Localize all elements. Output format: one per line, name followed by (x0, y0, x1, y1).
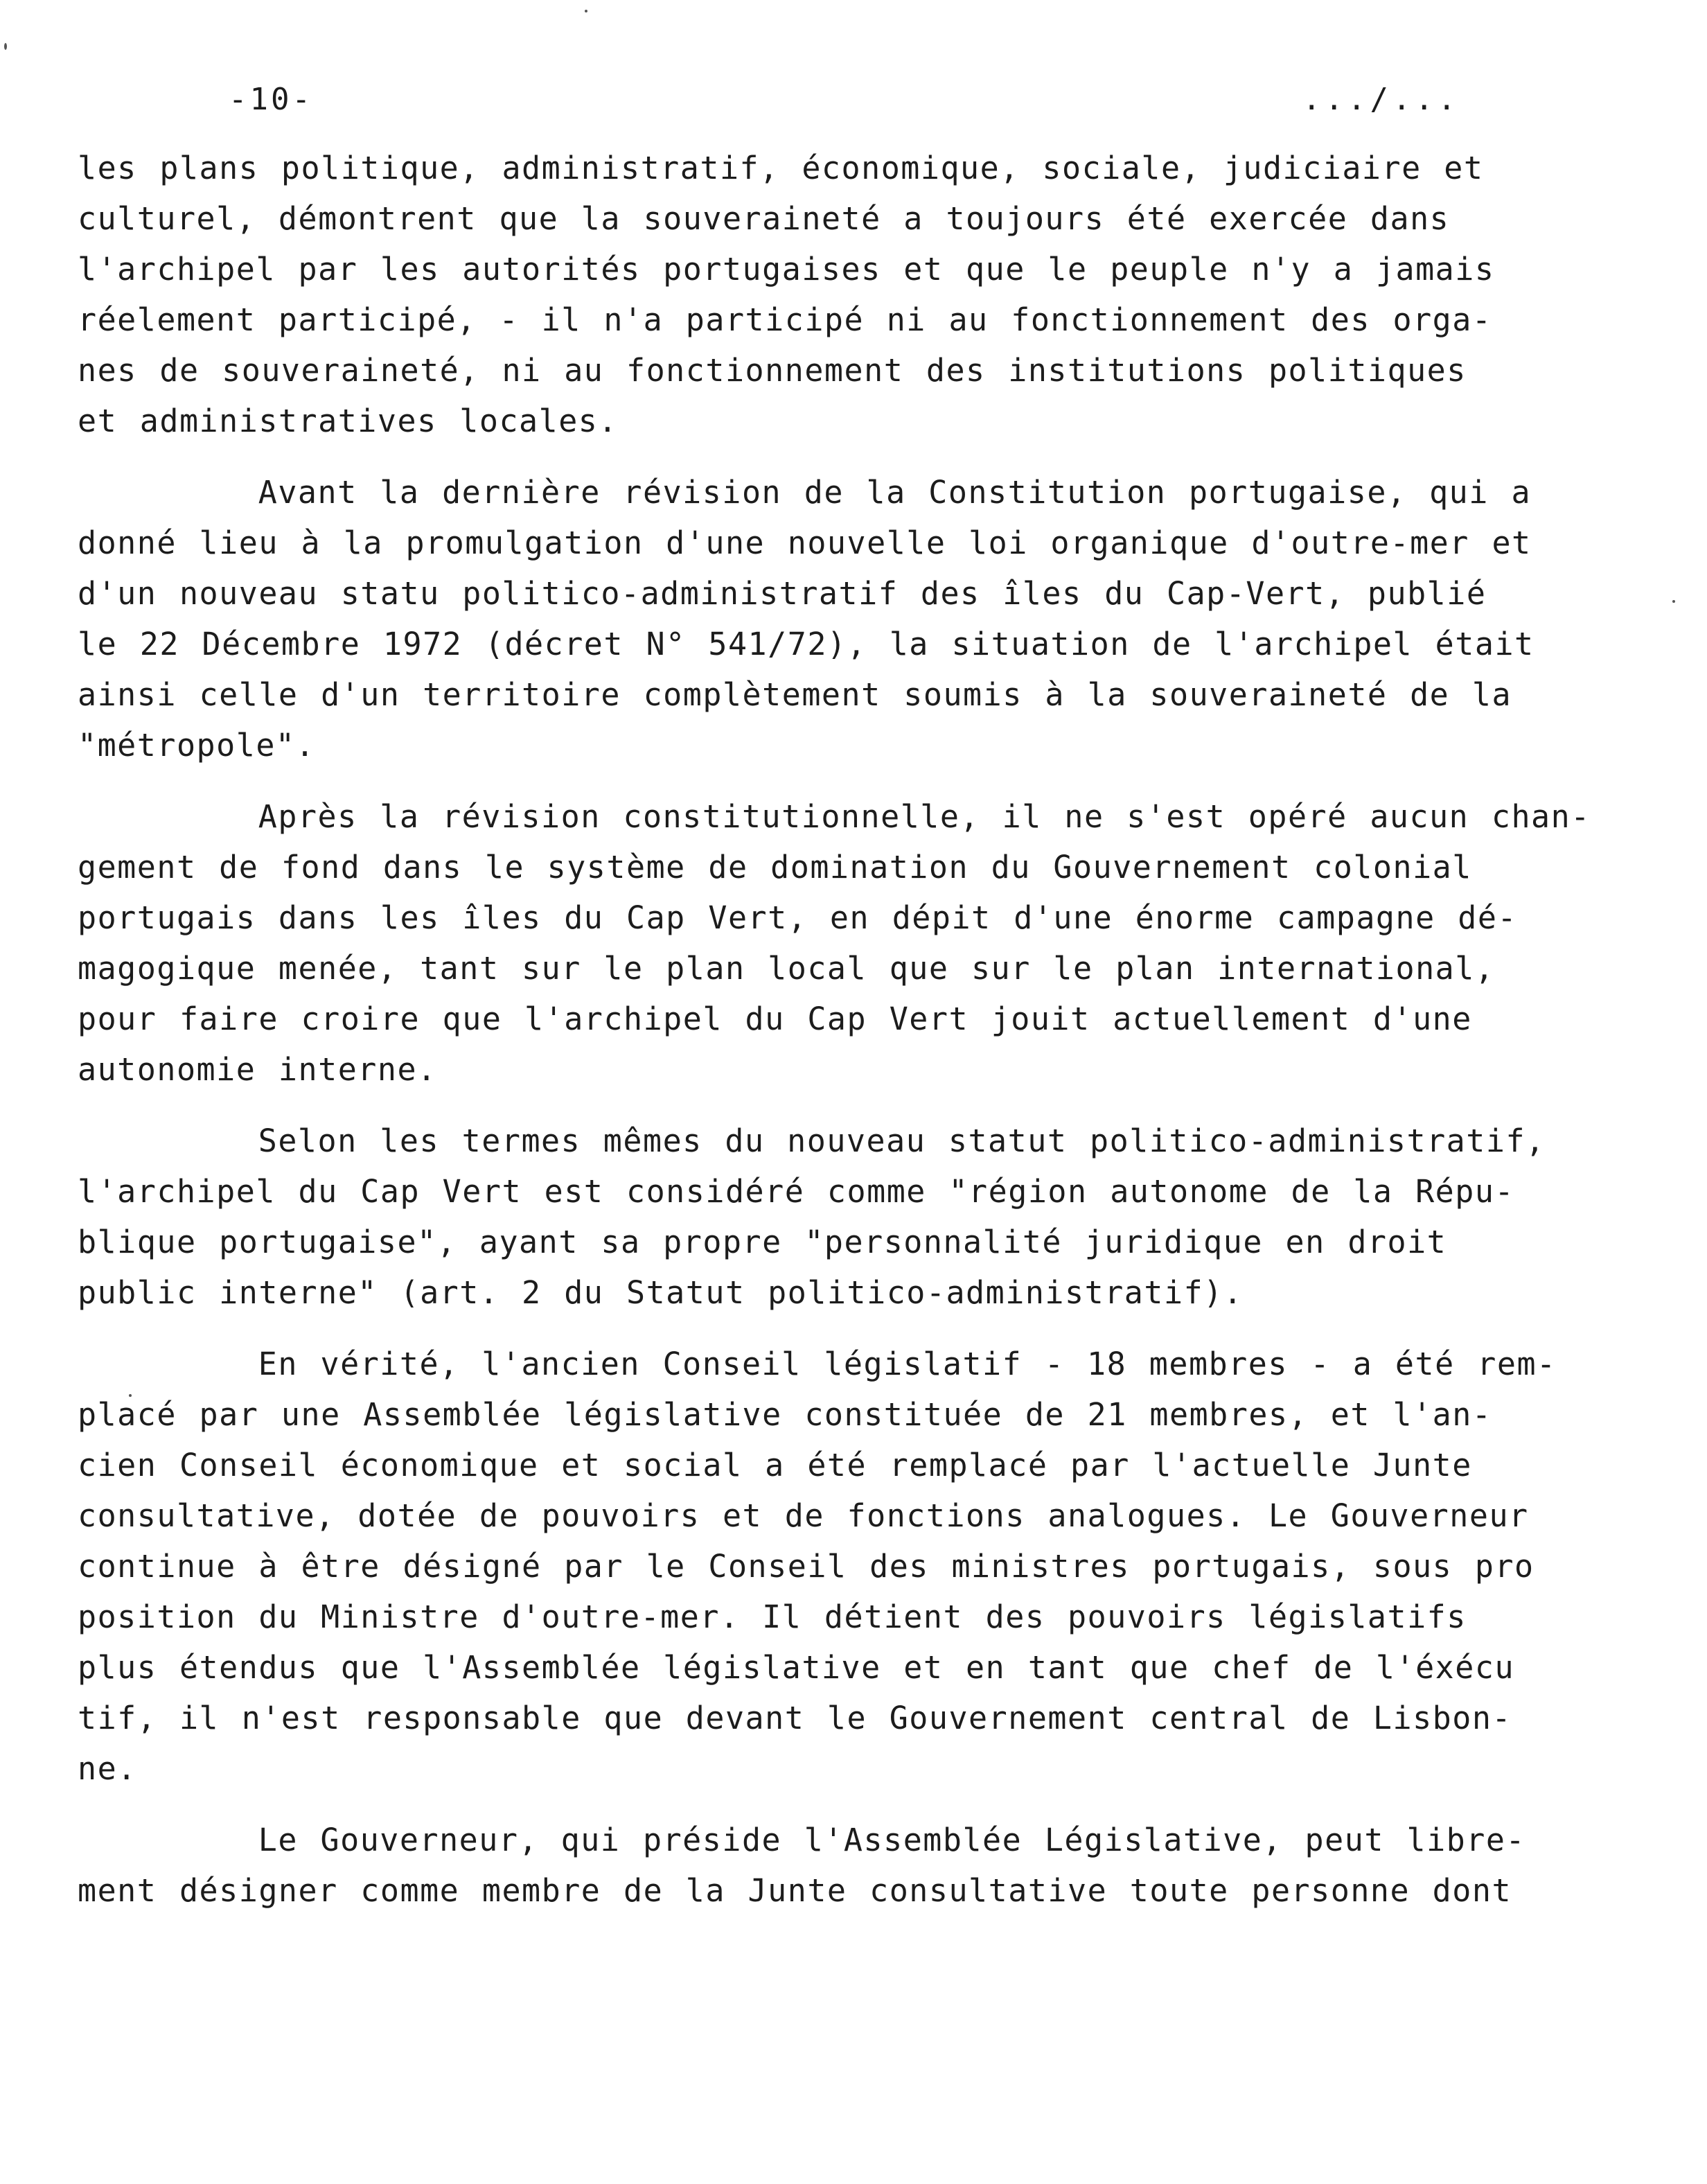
text-line: réelement participé, - il n'a participé ni au fonctionnement des orga- (78, 301, 1492, 338)
scan-speck (4, 43, 7, 50)
text-line: Le Gouverneur, qui préside l'Assemblée Législative, peut libre- (78, 1822, 1526, 1858)
text-line: plus étendus que l'Assemblée législative et en tant que chef de l'éxécu (78, 1649, 1515, 1686)
text-line: le 22 Décembre 1972 (décret N° 541/72), la situation de l'archipel était (78, 626, 1534, 662)
body-text (78, 143, 1629, 1937)
paragraph (78, 467, 1629, 770)
continuation-mark: .../... (1302, 82, 1460, 117)
text-line: les plans politique, administratif, économique, sociale, judiciaire et (78, 150, 1484, 186)
text-line: l'archipel par les autorités portugaises et que le peuple n'y a jamais (78, 251, 1495, 288)
text-line: En vérité, l'ancien Conseil législatif - 18 membres - a été rem- (78, 1346, 1557, 1382)
scan-speck (1672, 600, 1675, 603)
text-line: l'archipel du Cap Vert est considéré comme "région autonome de la Répu- (78, 1173, 1515, 1210)
text-line: placé par une Assemblée législative constituée de 21 membres, et l'an- (78, 1396, 1492, 1433)
text-line: et administratives locales. (78, 403, 618, 439)
text-line: culturel, démontrent que la souveraineté a toujours été exercée dans (78, 200, 1450, 237)
text-line: tif, il n'est responsable que devant le Gouvernement central de Lisbon- (78, 1700, 1512, 1736)
text-line: continue à être désigné par le Conseil des ministres portugais, sous pro (78, 1548, 1534, 1585)
page-number: -10- (229, 82, 313, 117)
text-line: magogique menée, tant sur le plan local que sur le plan international, (78, 950, 1495, 987)
text-line: public interne" (art. 2 du Statut politico-administratif). (78, 1274, 1244, 1311)
text-line: autonomie interne. (78, 1051, 437, 1088)
text-line: ainsi celle d'un territoire complètement soumis à la souveraineté de la (78, 676, 1512, 713)
text-line: position du Ministre d'outre-mer. Il détient des pouvoirs législatifs (78, 1599, 1467, 1635)
page-header (0, 82, 1707, 123)
text-line: d'un nouveau statu politico-administratif des îles du Cap-Vert, publié (78, 575, 1487, 612)
paragraph (78, 1815, 1629, 1916)
paragraph (78, 1116, 1629, 1318)
text-line: donné lieu à la promulgation d'une nouvelle loi organique d'outre-mer et (78, 525, 1532, 561)
paragraph (78, 1339, 1629, 1794)
text-line: pour faire croire que l'archipel du Cap Vert jouit actuellement d'une (78, 1001, 1472, 1037)
text-line: Avant la dernière révision de la Constitution portugaise, qui a (78, 474, 1532, 511)
text-line: gement de fond dans le système de domination du Gouvernement colonial (78, 849, 1472, 886)
text-line: consultative, dotée de pouvoirs et de fonctions analogues. Le Gouverneur (78, 1497, 1529, 1534)
text-line: blique portugaise", ayant sa propre "personnalité juridique en droit (78, 1224, 1447, 1260)
paragraph (78, 791, 1629, 1095)
text-line: Après la révision constitutionnelle, il ne s'est opéré aucun chan- (78, 798, 1591, 835)
text-line: "métropole". (78, 727, 316, 764)
text-line: cien Conseil économique et social a été remplacé par l'actuelle Junte (78, 1447, 1472, 1483)
text-line: ne. (78, 1750, 137, 1787)
text-line: ment désigner comme membre de la Junte consultative toute personne dont (78, 1872, 1512, 1909)
text-line: Selon les termes mêmes du nouveau statut politico-administratif, (78, 1122, 1546, 1159)
scan-speck (585, 10, 587, 12)
text-line: portugais dans les îles du Cap Vert, en dépit d'une énorme campagne dé- (78, 899, 1518, 936)
paragraph (78, 143, 1629, 446)
text-line: nes de souveraineté, ni au fonctionnement des institutions politiques (78, 352, 1467, 389)
